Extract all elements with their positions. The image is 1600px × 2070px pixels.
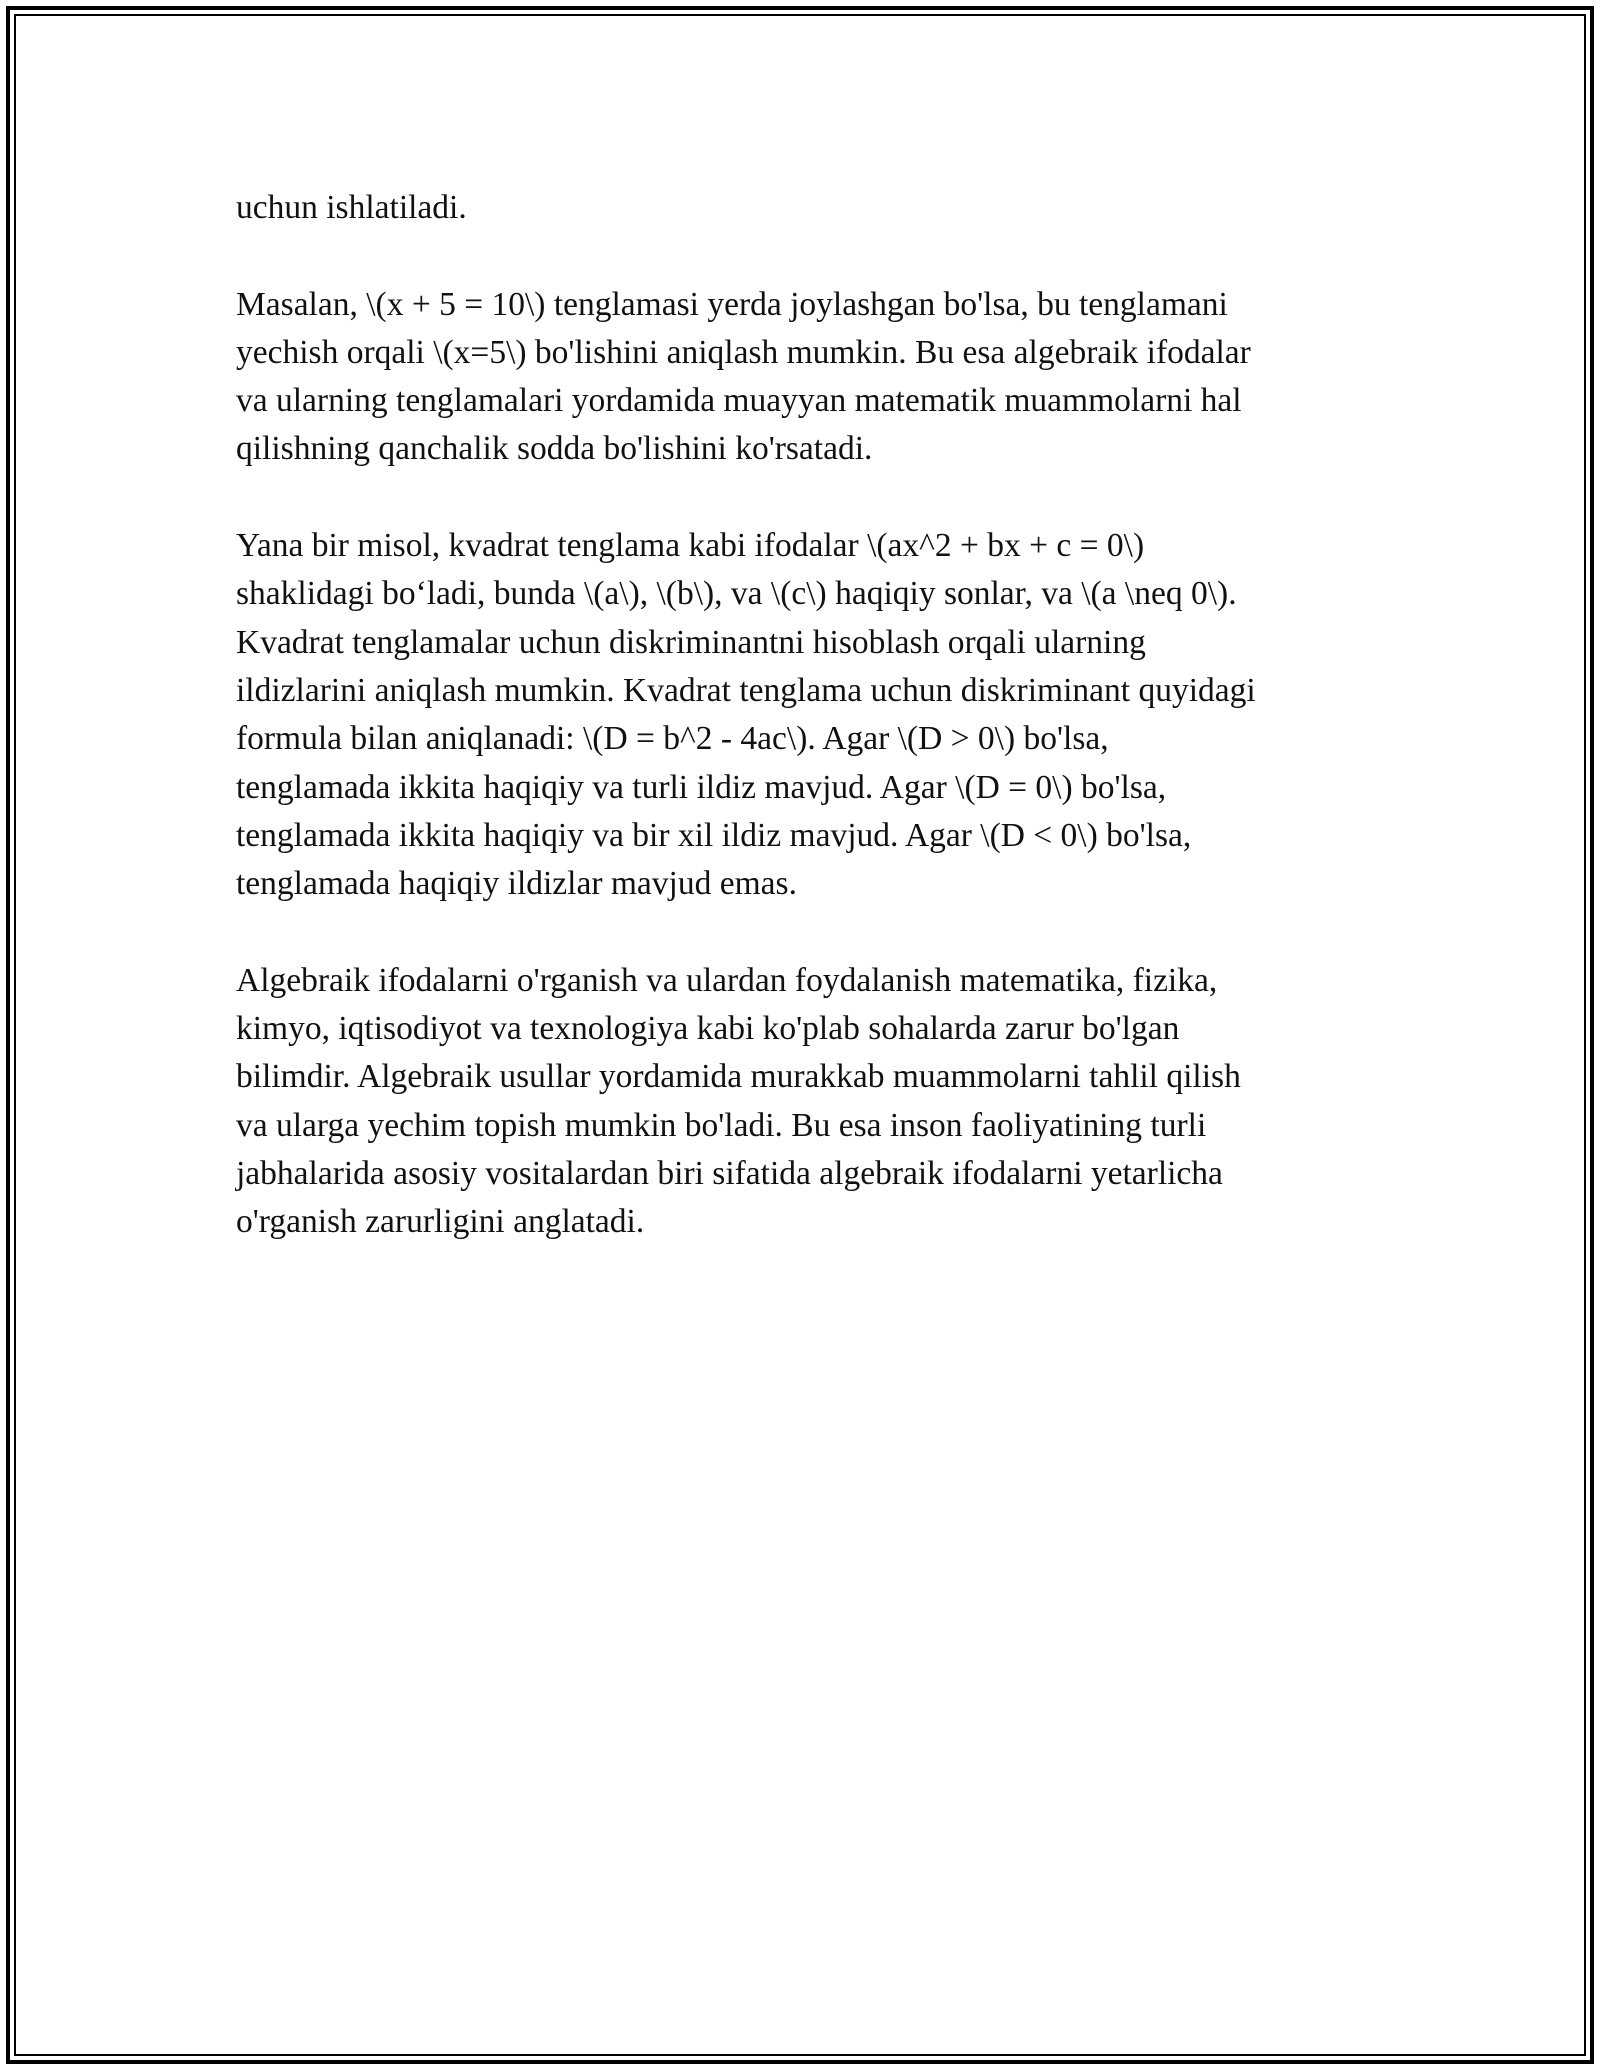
paragraph-conclusion [236,957,1366,1247]
text-line: shaklidagi bo‘ladi, bunda \(a\), \(b\), va \(c\) haqiqiy sonlar, va \(a \neq 0\). [236,575,1237,613]
text-line: va ularga yechim topish mumkin bo'ladi. Bu esa inson faoliyatining turli [236,1106,1207,1144]
text-line: qilishning qanchalik sodda bo'lishini ko'rsatadi. [236,430,873,468]
text-line: formula bilan aniqlanadi: \(D = b^2 - 4ac\). Agar \(D > 0\) bo'lsa, [236,720,1109,758]
paragraph-continuation [236,184,1366,232]
text-line: Kvadrat tenglamalar uchun diskriminantni hisoblash orqali ularning [236,623,1146,661]
text-line: yechish orqali \(x=5\) bo'lishini aniqlash mumkin. Bu esa algebraik ifodalar [236,333,1251,371]
text-line: tenglamada haqiqiy ildizlar mavjud emas. [236,865,797,903]
text-line: jabhalarida asosiy vositalardan biri sifatida algebraik ifodalarni yetarlicha [236,1154,1223,1192]
document-body [236,184,1366,1295]
paragraph-example-linear [236,281,1366,474]
text-line: Yana bir misol, kvadrat tenglama kabi ifodalar \(ax^2 + bx + c = 0\) [236,527,1145,565]
text-line: tenglamada ikkita haqiqiy va bir xil ildiz mavjud. Agar \(D < 0\) bo'lsa, [236,816,1192,854]
text-line: ildizlarini aniqlash mumkin. Kvadrat tenglama uchun diskriminant quyidagi [236,671,1256,709]
text-line: Algebraik ifodalarni o'rganish va ulardan foydalanish matematika, fizika, [236,961,1218,999]
text-line: o'rganish zarurligini anglatadi. [236,1203,645,1241]
paragraph-example-quadratic [236,522,1366,908]
text-line: kimyo, iqtisodiyot va texnologiya kabi ko'plab sohalarda zarur bo'lgan [236,1010,1180,1048]
text-line: Masalan, \(x + 5 = 10\) tenglamasi yerda joylashgan bo'lsa, bu tenglamani [236,285,1228,323]
text-line: tenglamada ikkita haqiqiy va turli ildiz mavjud. Agar \(D = 0\) bo'lsa, [236,768,1167,806]
text-line: uchun ishlatiladi. [236,189,467,226]
text-line: bilimdir. Algebraik usullar yordamida murakkab muammolarni tahlil qilish [236,1058,1241,1096]
text-line: va ularning tenglamalari yordamida muayyan matematik muammolarni hal [236,382,1242,420]
